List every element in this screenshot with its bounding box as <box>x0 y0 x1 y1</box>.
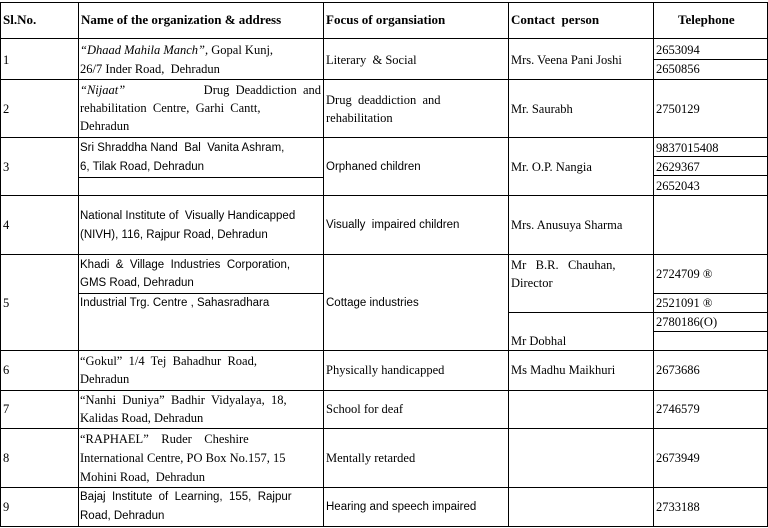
org-name: “Dhaad Mahila Manch”, <box>80 43 209 57</box>
row-5-slno: 5 <box>3 296 10 310</box>
row-5-contact-line1: Mr B.R. Chauhan, <box>511 258 616 272</box>
phone-subline <box>653 331 768 332</box>
phone-subline <box>653 312 768 313</box>
row-9-focus: Hearing and speech impaired <box>326 501 477 513</box>
row-9-slno: 9 <box>3 500 10 514</box>
row-3-phone-3: 2652043 <box>656 179 700 193</box>
row-6-focus: Physically handicapped <box>326 363 445 377</box>
row-7-org-line1: “Nanhi Duniya” Badhir Vidyalaya, 18, <box>80 393 287 407</box>
row-4-slno: 4 <box>3 218 10 232</box>
org-name: “Nijaat” <box>80 83 126 97</box>
row-8-org-line2: International Centre, PO Box No.157, 15 <box>80 451 286 465</box>
row-1-org-line2: 26/7 Inder Road, Dehradun <box>80 62 220 76</box>
phone-subline <box>653 175 768 176</box>
row-2-org-line1 <box>80 82 321 98</box>
row-2-org-line3: Dehradun <box>80 119 130 133</box>
row-4-contact: Mrs. Anusuya Sharma <box>511 218 623 232</box>
row-4-focus: Visually impaired children <box>326 219 460 231</box>
row-8-focus: Mentally retarded <box>326 451 416 465</box>
row-1-slno: 1 <box>3 53 10 67</box>
row-6-org-line1: “Gokul” 1/4 Tej Bahadhur Road, <box>80 354 257 368</box>
row-3-org-line2: 6, Tilak Road, Dehradun <box>80 161 205 173</box>
org-address: Drug Deaddiction and <box>203 83 321 97</box>
row-8-org-line1: “RAPHAEL” Ruder Cheshire <box>80 432 249 446</box>
row-5-org-line3: Industrial Trg. Centre , Sahasradhara <box>80 297 270 309</box>
row-3-contact: Mr. O.P. Nangia <box>511 160 592 174</box>
row-8-org-line3: Mohini Road, Dehradun <box>80 470 205 484</box>
row-9-org-line1: Bajaj Institute of Learning, 155, Rajpur <box>80 491 292 503</box>
header-focus: Focus of organsiation <box>326 12 446 27</box>
phone-subline <box>653 156 768 157</box>
row-9-phone-1: 2733188 <box>656 500 700 514</box>
row-1-phone-2: 2650856 <box>656 62 700 76</box>
column-divider <box>323 2 324 527</box>
row-9-org-line2: Road, Dehradun <box>80 510 165 522</box>
row-2-phone-1: 2750129 <box>656 102 700 116</box>
row-6-phone-1: 2673686 <box>656 363 700 377</box>
row-2-contact: Mr. Saurabh <box>511 102 573 116</box>
table-border-left <box>0 2 1 527</box>
column-divider <box>653 2 654 527</box>
row-3-phone-2: 2629367 <box>656 160 700 174</box>
row-4-org-line2: (NIVH), 116, Rajpur Road, Dehradun <box>80 229 268 241</box>
row-1-contact: Mrs. Veena Pani Joshi <box>511 53 622 67</box>
row-5-phone-1: 2724709 ® <box>656 267 713 281</box>
phone-subline <box>653 293 768 294</box>
header-slno: Sl.No. <box>3 12 37 27</box>
row-3-org-line1: Sri Shraddha Nand Bal Vanita Ashram, <box>80 142 285 154</box>
row-7-org-line2: Kalidas Road, Dehradun <box>80 411 204 425</box>
header-contact: Contact person <box>511 12 600 27</box>
row-1-org-line1 <box>80 42 321 58</box>
row-6-contact: Ms Madhu Maikhuri <box>511 363 616 377</box>
row-5-contact-2: Mr Dobhal <box>511 334 567 348</box>
row-5-contact-line2: Director <box>511 276 553 290</box>
header-telephone: Telephone <box>678 12 735 27</box>
org-subline <box>78 293 323 294</box>
row-3-focus: Orphaned children <box>326 161 421 173</box>
row-3-phone-1: 9837015408 <box>656 141 719 155</box>
row-7-focus: School for deaf <box>326 402 404 416</box>
row-2-slno: 2 <box>3 102 10 116</box>
row-8-slno: 8 <box>3 451 10 465</box>
row-3-slno: 3 <box>3 160 10 174</box>
header-organization: Name of the organization & address <box>81 12 282 27</box>
row-2-org-line2: rehabilitation Centre, Garhi Cantt, <box>80 101 261 115</box>
column-divider <box>508 2 509 527</box>
row-7-slno: 7 <box>3 402 10 416</box>
row-1-focus: Literary & Social <box>326 53 417 67</box>
row-5-phone-2: 2521091 ® <box>656 296 713 310</box>
column-divider <box>78 2 79 527</box>
org-subline <box>78 177 323 178</box>
row-7-phone-1: 2746579 <box>656 402 700 416</box>
org-address: Gopal Kunj, <box>208 43 274 57</box>
row-8-phone-1: 2673949 <box>656 451 700 465</box>
row-6-slno: 6 <box>3 363 10 377</box>
row-5-focus: Cottage industries <box>326 297 419 309</box>
row-6-org-line2: Dehradun <box>80 372 130 386</box>
row-5-org-line2: GMS Road, Dehradun <box>80 277 194 289</box>
row-1-phone-1: 2653094 <box>656 43 700 57</box>
row-4-org-line1: National Institute of Visually Handicapped <box>80 210 296 222</box>
phone-subline <box>653 59 768 60</box>
row-2-focus-line1: Drug deaddiction and <box>326 93 441 107</box>
row-2-focus-line2: rehabilitation <box>326 111 393 125</box>
row-5-phone-3: 2780186(O) <box>656 315 718 329</box>
row-5-org-line1: Khadi & Village Industries Corporation, <box>80 259 291 271</box>
contact-subline <box>508 312 653 313</box>
